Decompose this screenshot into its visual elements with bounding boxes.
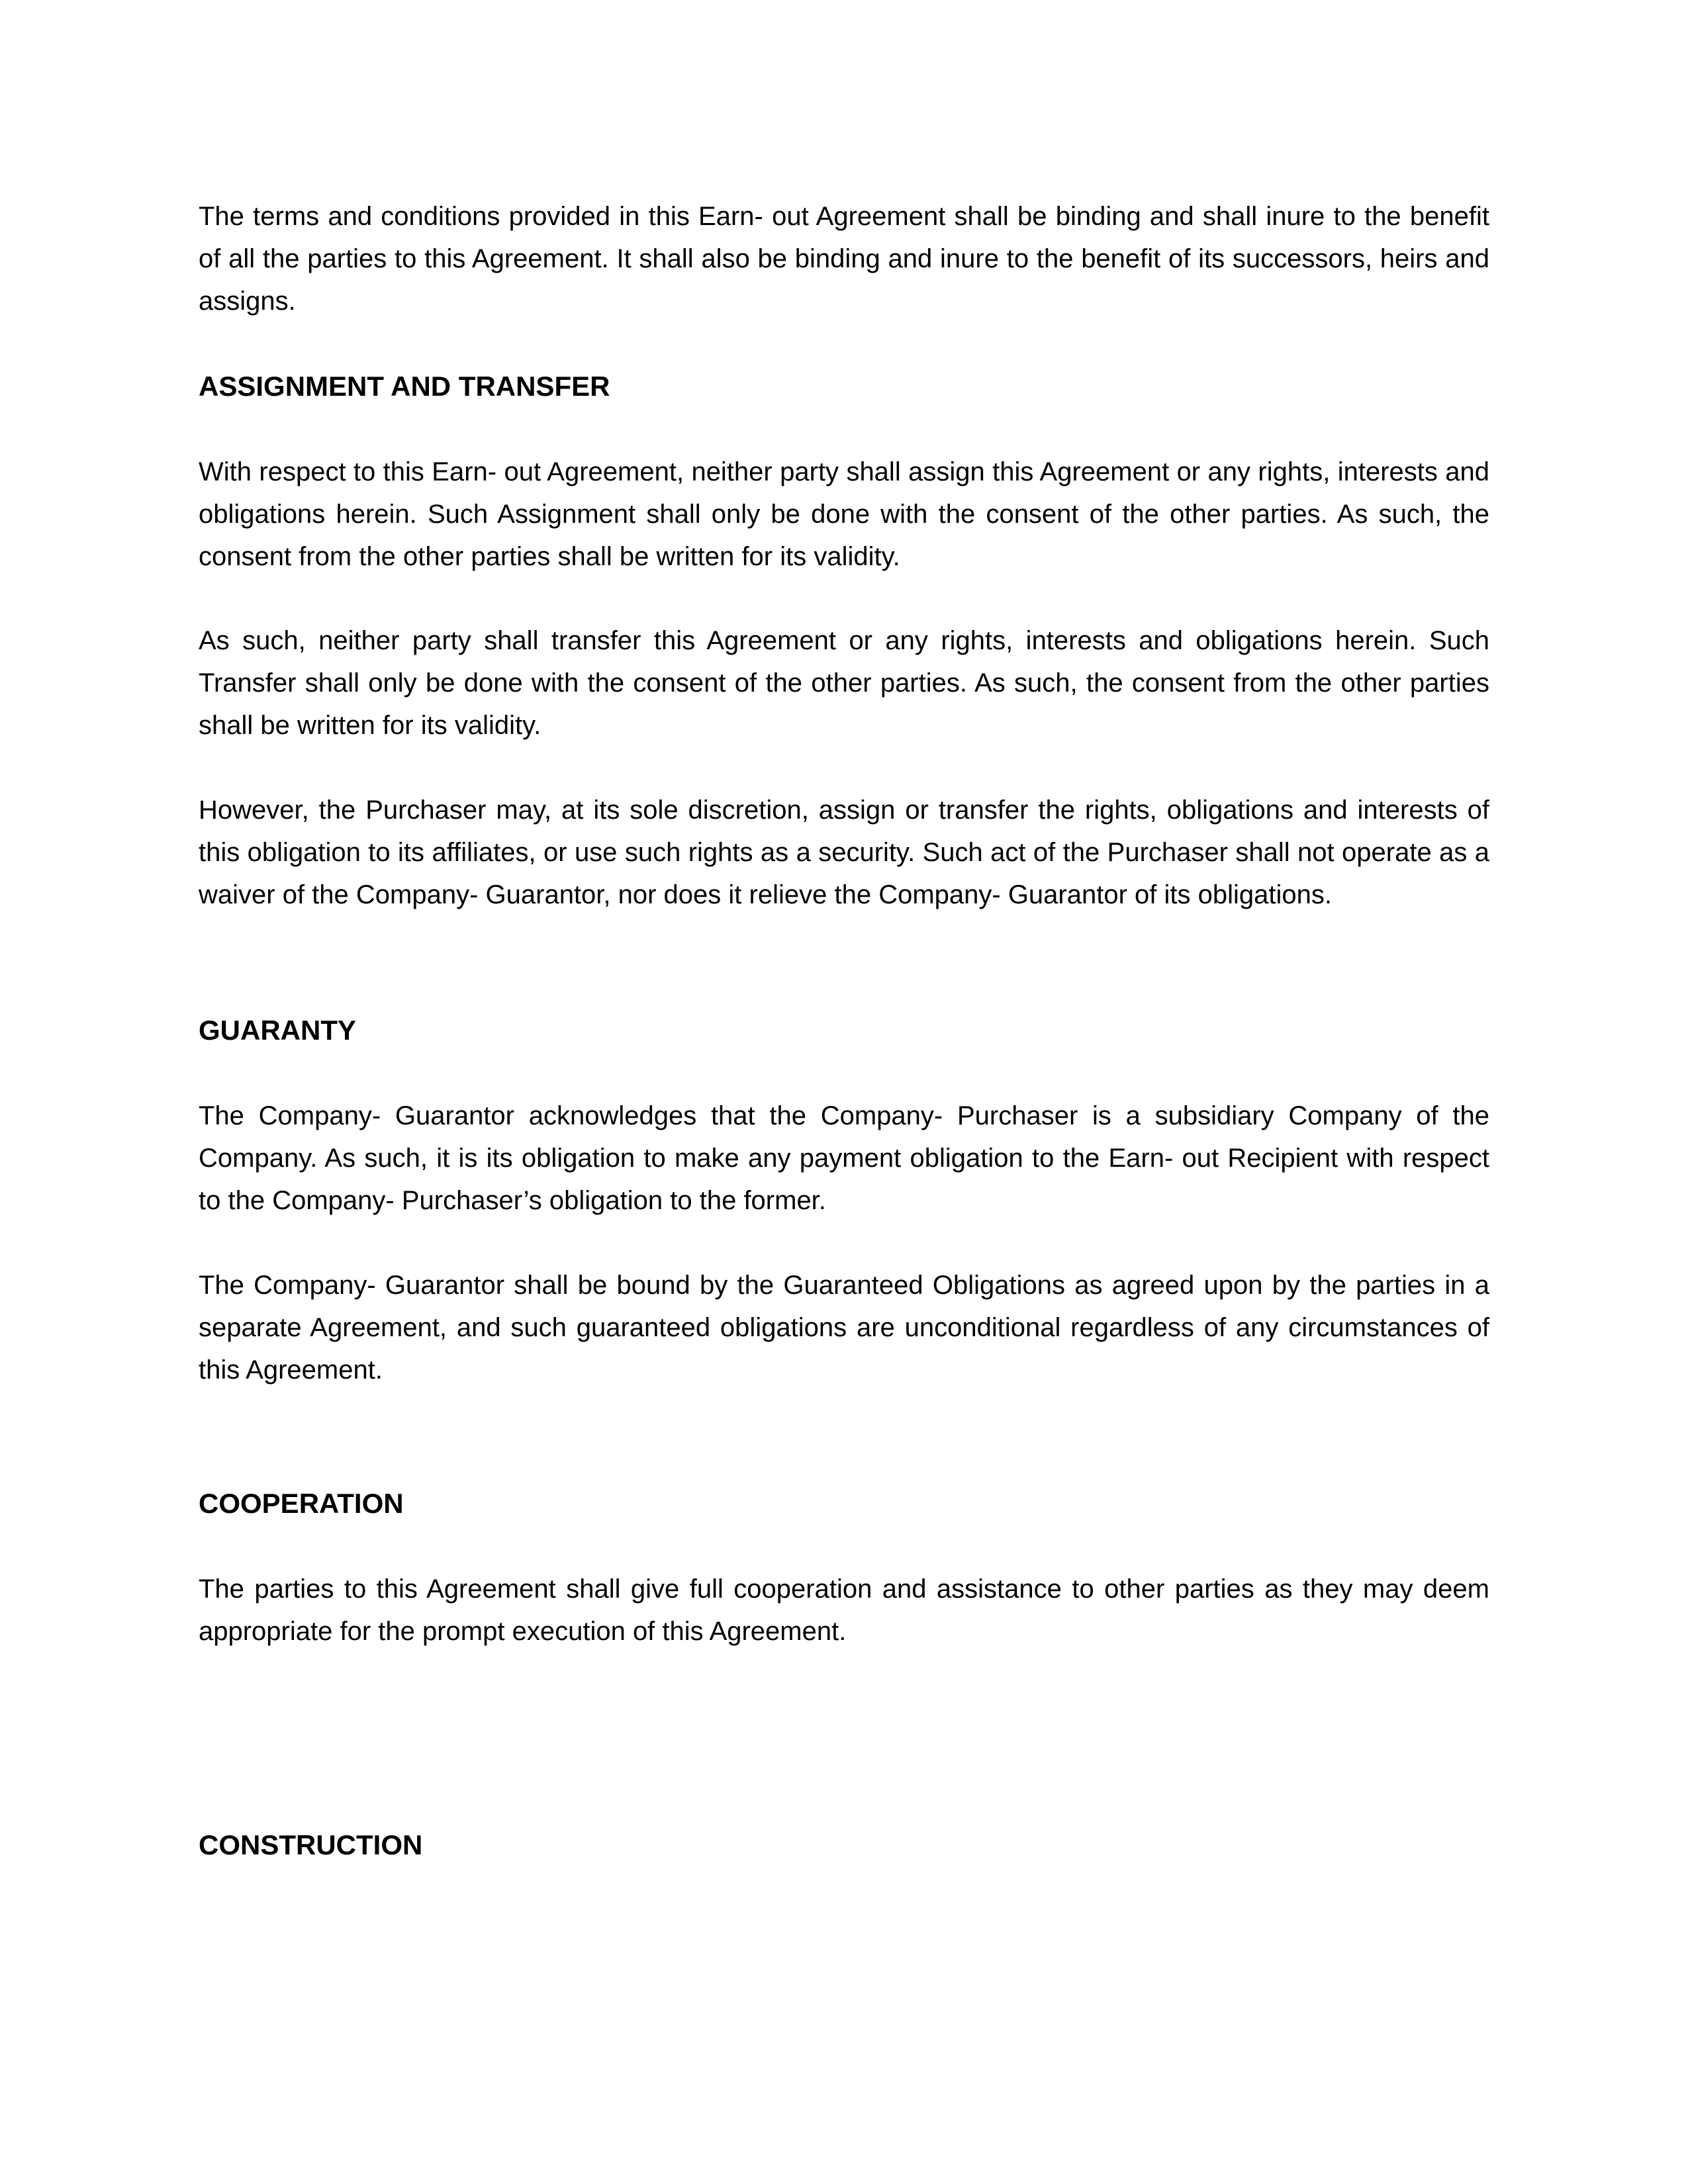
assignment-and-transfer-heading: ASSIGNMENT AND TRANSFER [199,371,610,402]
transfer-paragraph: As such, neither party shall transfer this Agreement or any rights, interests and obligations herein. Such Transfer shall only be done with the consent of the other parties. As such, the consent from the other parties shall be written for its validity. [199,626,1489,740]
purchaser-assignment-paragraph: However, the Purchaser may, at its sole discretion, assign or transfer the rights, obligations and interests of this obligation to its affiliates, or use such rights as a security. Such act of the Purchaser shall not operate as a waiver of the Company- Guarantor, nor does it relieve the Company- Guarantor of its obligations. [199,796,1489,909]
cooperation-heading: COOPERATION [199,1488,404,1519]
guaranty-heading: GUARANTY [199,1015,356,1046]
cooperation-paragraph: The parties to this Agreement shall give full cooperation and assistance to other parties as they may deem appropriate for the prompt execution of this Agreement. [199,1574,1489,1646]
binding-effect-paragraph: The terms and conditions provided in this Earn- out Agreement shall be binding and shall inure to the benefit of all the parties to this Agreement. It shall also be binding and inure to the benefit of its successors, heirs and assigns. [199,202,1489,316]
guaranty-acknowledgement-paragraph: The Company- Guarantor acknowledges that the Company- Purchaser is a subsidiary Company of the Company. As such, it is its obligation to make any payment obligation to the Earn- out Recipient with respect to the Company- Purchaser’s obligation to the former. [199,1101,1489,1215]
assignment-paragraph: With respect to this Earn- out Agreement, neither party shall assign this Agreement or any rights, interests and obligations herein. Such Assignment shall only be done with the consent of the other parties. As such, the consent from the other parties shall be written for its validity. [199,457,1489,571]
guaranteed-obligations-paragraph: The Company- Guarantor shall be bound by the Guaranteed Obligations as agreed upon by the parties in a separate Agreement, and such guaranteed obligations are unconditional regardless of any circumstances of this Agreement. [199,1271,1489,1385]
construction-heading: CONSTRUCTION [199,1829,423,1860]
